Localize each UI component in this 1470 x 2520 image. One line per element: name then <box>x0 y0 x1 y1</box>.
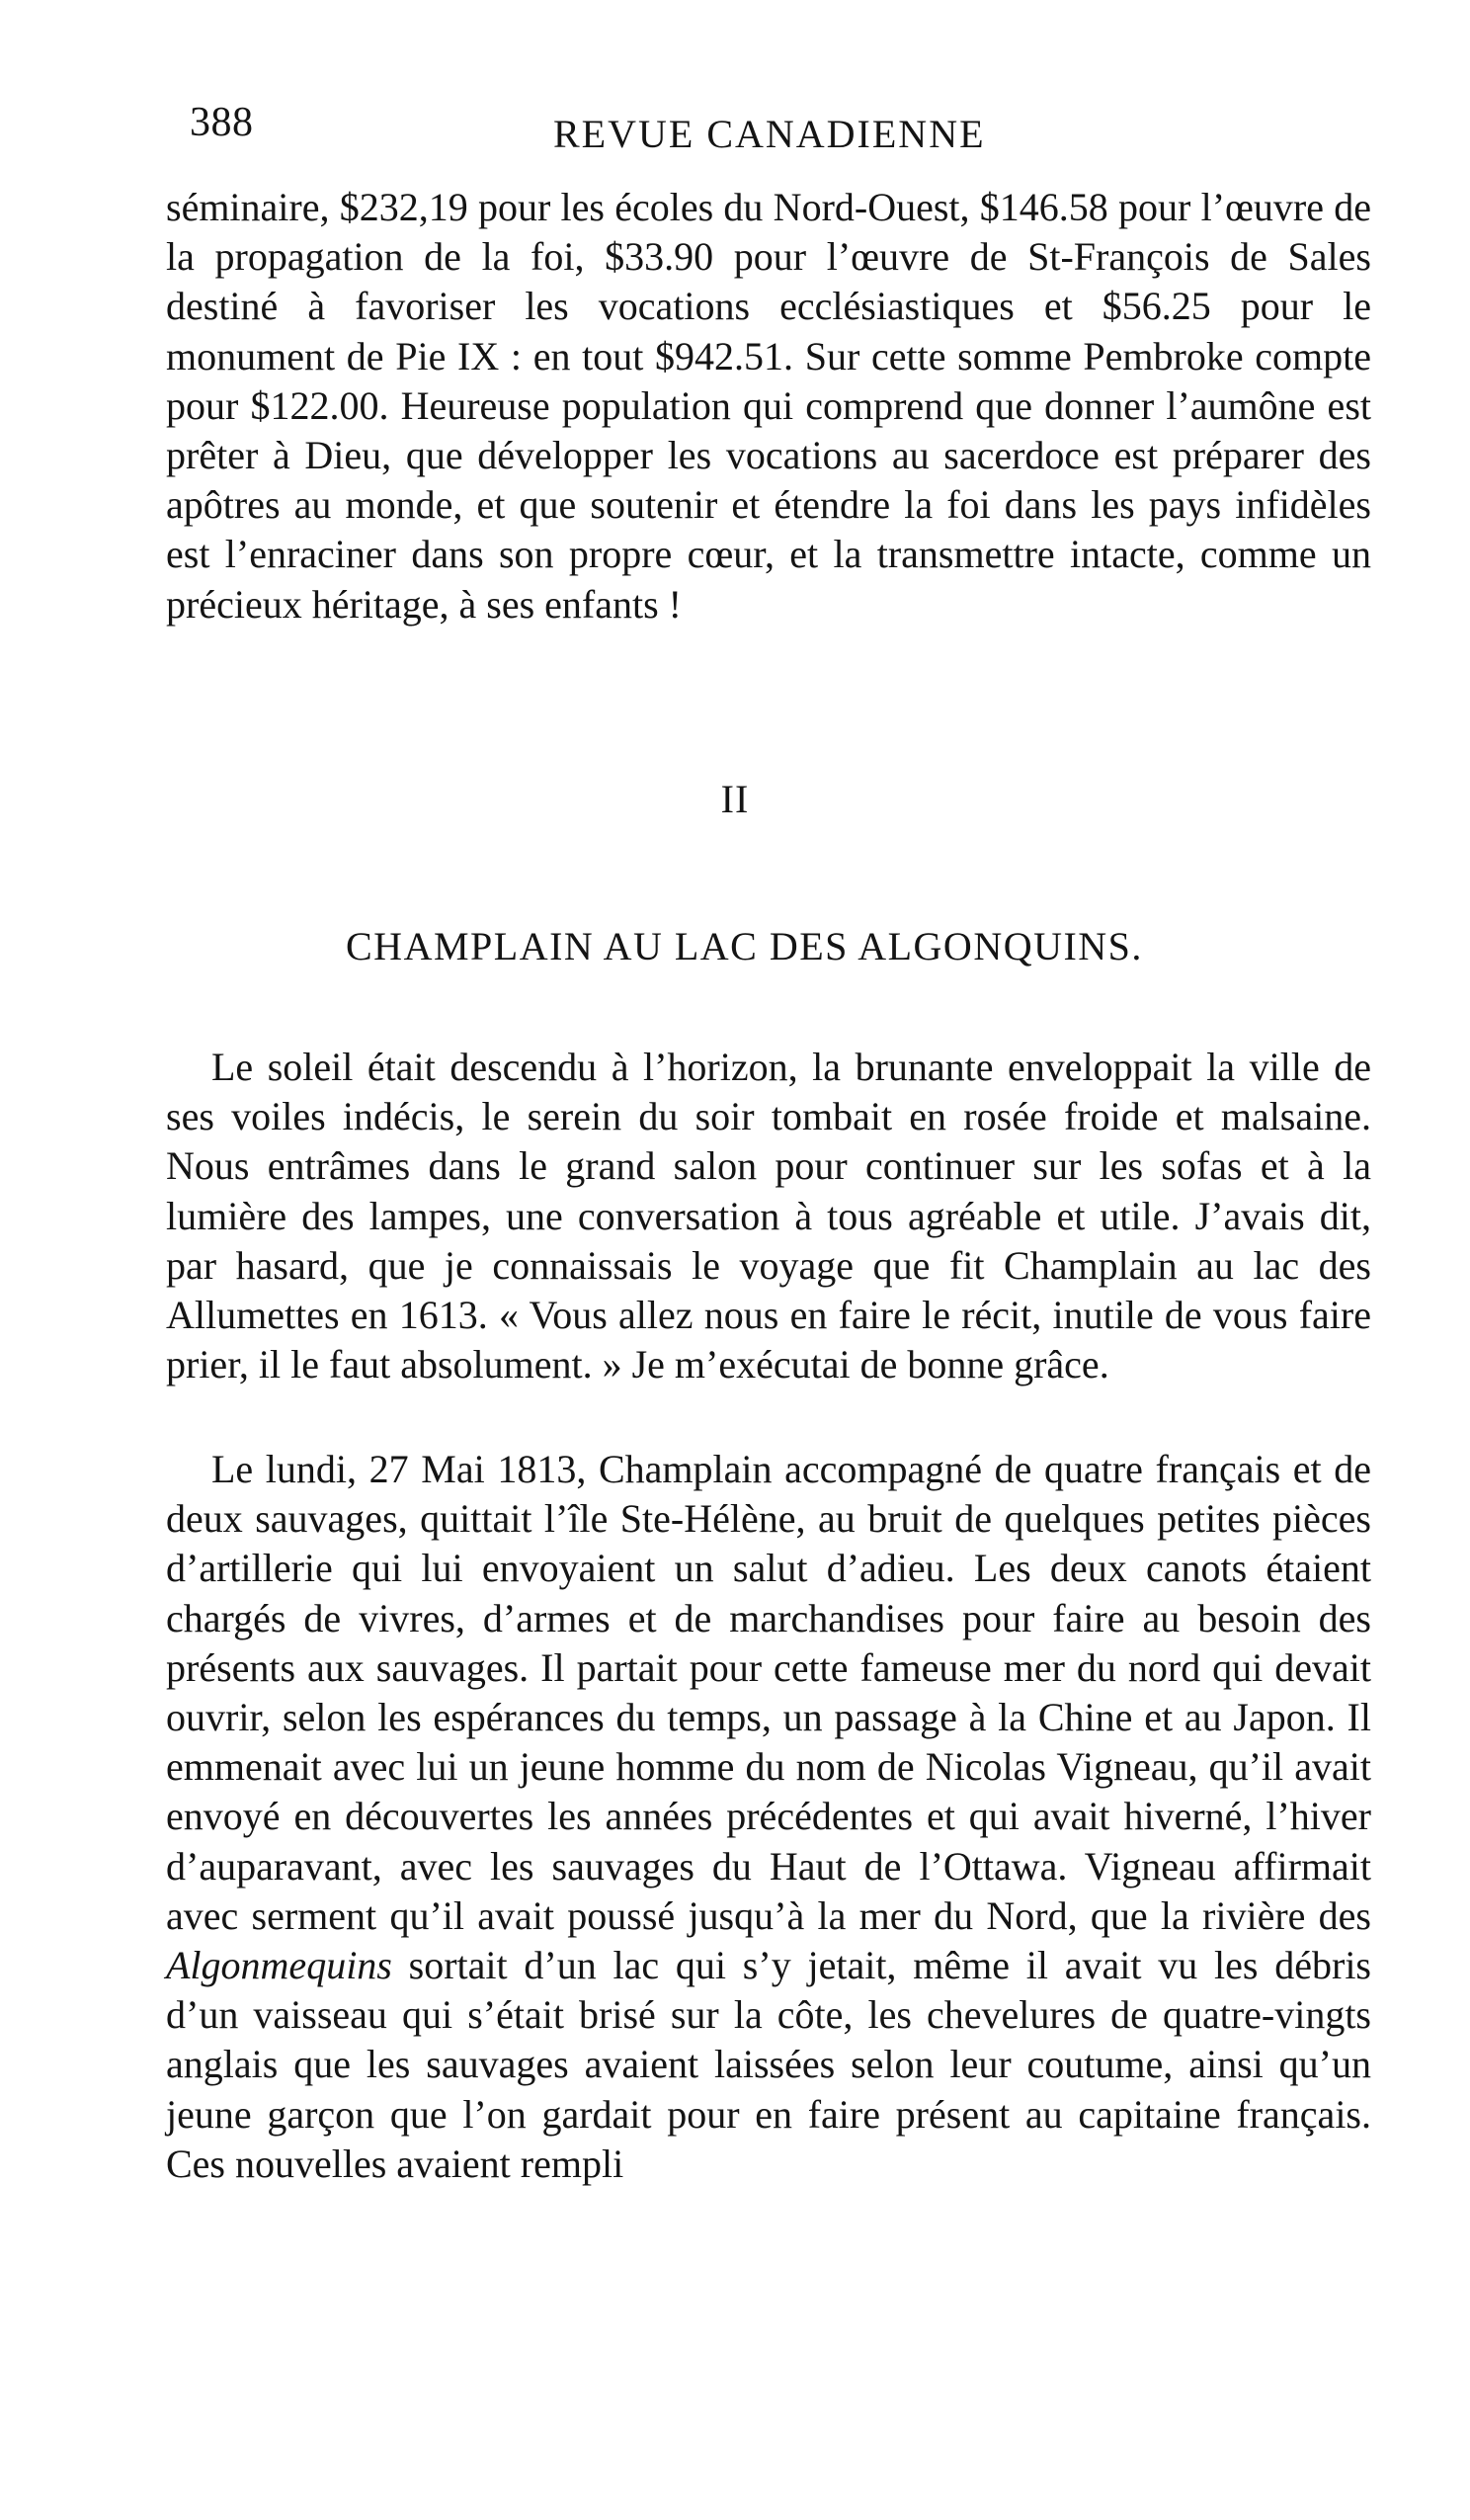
italic-term: Algonmequins <box>166 1943 392 1988</box>
paragraph-text: Le lundi, 27 Mai 1813, Champlain accompagné de quatre français et de deux sauvages, quittait l’île Ste-Hélène, au bruit de quelques petites pièces d’artillerie qui lui envoyaient un salut d’adieu. Les deux canots étaient chargés de vivres, d’armes et de marchandises pour faire au besoin des présents aux sauvages. Il partait pour cette fameuse mer du nord qui devait ouvrir, selon les espérances du temps, un passage à la Chine et au Japon. Il emmenait avec lui un jeune homme du nom de Nicolas Vigneau, qu’il avait envoyé en découvertes les années précédentes et qui avait hiverné, l’hiver d’auparavant, avec les sauvages du Haut de l’Ottawa. Vigneau affirmait avec serment qu’il avait poussé jusqu’à la mer du Nord, que la rivière des <box>166 1447 1371 1938</box>
body-paragraph: Le soleil était descendu à l’horizon, la brunante enveloppait la ville de ses voiles indécis, le serein du soir tombait en rosée froide et malsaine. Nous entrâmes dans le grand salon pour continuer sur les sofas et à la lumière des lampes, une conversation à tous agréable et utile. J’avais dit, par hasard, que je connaissais le voyage que fit Champlain au lac des Allumettes en 1613. « Vous allez nous en faire le récit, inutile de vous faire prier, il le faut absolument. » Je m’exécutai de bonne grâce. <box>166 1045 1371 1387</box>
running-title: REVUE CANADIENNE <box>553 112 986 156</box>
section-number: II <box>720 777 750 821</box>
body-paragraph <box>166 1445 1371 2189</box>
continuation-paragraph: séminaire, $232,19 pour les écoles du Nord-Ouest, $146.58 pour l’œuvre de la propagation de la foi, $33.90 pour l’œuvre de St-François de Sales destiné à favoriser les vocations ecclésiastiques et $56.25 pour le monument de Pie IX : en tout $942.51. Sur cette somme Pembroke compte pour $122.00. Heureuse population qui comprend que donner l’aumône est prêter à Dieu, que développer les vocations au sacerdoce est préparer des apôtres au monde, et que soutenir et étendre la foi dans les pays infidèles est l’enraciner dans son propre cœur, et la transmettre intacte, comme un précieux héritage, à ses enfants ! <box>166 185 1371 627</box>
section-title: CHAMPLAIN AU LAC DES ALGONQUINS. <box>346 924 1143 968</box>
paragraph-text: sortait d’un lac qui s’y jetait, même il avait vu les débris d’un vaisseau qui s’était brisé sur la côte, les chevelures de quatre-vingts anglais que les sauvages avaient laissées selon leur coutume, ainsi qu’un jeune garçon que l’on gardait pour en faire présent au capitaine français. Ces nouvelles avaient rempli <box>166 1943 1371 2186</box>
page-number: 388 <box>190 100 254 145</box>
